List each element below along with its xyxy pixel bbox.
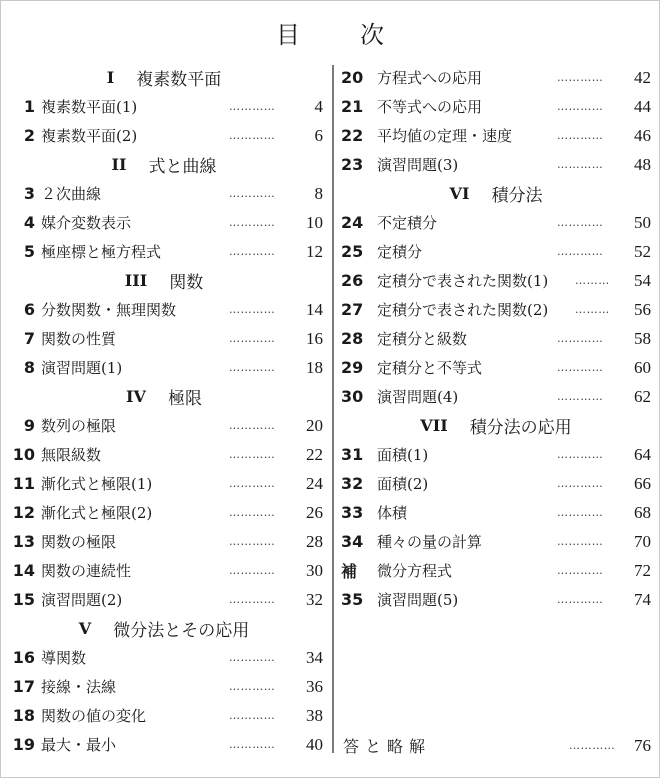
entry-number: 5 bbox=[23, 242, 35, 261]
entry-label: 関数の性質 bbox=[41, 330, 117, 348]
page-number: 48 bbox=[634, 154, 651, 174]
leader-dots: ………… bbox=[557, 390, 604, 403]
toc-entry[interactable] bbox=[337, 353, 655, 382]
entry-number: 35 bbox=[341, 590, 364, 609]
entry-label: 関数の極限 bbox=[41, 533, 117, 551]
page-number: 38 bbox=[306, 705, 323, 725]
leader-dots: ………… bbox=[229, 448, 276, 461]
entry-number: 16 bbox=[12, 648, 35, 667]
leader-dots: ………… bbox=[229, 187, 276, 200]
leader-dots: ………… bbox=[229, 332, 276, 345]
page-number: 26 bbox=[306, 502, 323, 522]
page-number: 34 bbox=[306, 647, 323, 667]
entry-number: 1 bbox=[23, 97, 35, 116]
toc-entry[interactable] bbox=[337, 585, 655, 614]
page-number: 18 bbox=[306, 357, 323, 377]
chapter-roman-numeral: VI bbox=[449, 184, 470, 203]
toc-entry[interactable] bbox=[337, 266, 655, 295]
entry-label: 接線・法線 bbox=[41, 678, 117, 696]
toc-entry[interactable] bbox=[1, 208, 327, 237]
page-number: 66 bbox=[634, 473, 651, 493]
entry-number: 12 bbox=[12, 503, 35, 522]
entry-number: 25 bbox=[341, 242, 364, 261]
page-number: 58 bbox=[634, 328, 651, 348]
toc-entry[interactable] bbox=[337, 469, 655, 498]
chapter-title: 関数 bbox=[169, 273, 204, 293]
column-divider bbox=[332, 65, 334, 753]
toc-entry[interactable] bbox=[1, 585, 327, 614]
leader-dots: ………… bbox=[557, 158, 604, 171]
toc-entry[interactable] bbox=[337, 527, 655, 556]
page-number: 62 bbox=[634, 386, 651, 406]
leader-dots: ………… bbox=[557, 506, 604, 519]
entry-number: 23 bbox=[341, 155, 364, 174]
entry-number: 補 bbox=[341, 562, 358, 581]
toc-entry[interactable] bbox=[337, 295, 655, 324]
toc-entry[interactable] bbox=[337, 92, 655, 121]
entry-label: 面積(1) bbox=[377, 446, 429, 464]
entry-label: 方程式への応用 bbox=[377, 69, 483, 87]
page-number: 50 bbox=[634, 212, 651, 232]
entry-label: 漸化式と極限(2) bbox=[41, 504, 153, 522]
entry-label: 演習問題(2) bbox=[41, 591, 123, 609]
toc-entry[interactable] bbox=[337, 63, 655, 92]
leader-dots: ………… bbox=[229, 477, 276, 490]
page-number: 64 bbox=[634, 444, 651, 464]
entry-number: 11 bbox=[12, 474, 35, 493]
page-number: 72 bbox=[634, 560, 651, 580]
toc-entry[interactable] bbox=[337, 208, 655, 237]
entry-number: 31 bbox=[341, 445, 364, 464]
toc-entry[interactable] bbox=[1, 672, 327, 701]
title-char-2: 次 bbox=[360, 21, 384, 49]
toc-entry-answers[interactable] bbox=[343, 731, 655, 760]
entry-label: 関数の連続性 bbox=[41, 562, 132, 580]
entry-label: 演習問題(3) bbox=[377, 156, 459, 174]
page-number: 20 bbox=[306, 415, 323, 435]
toc-entry[interactable] bbox=[337, 382, 655, 411]
entry-label: 演習問題(5) bbox=[377, 591, 459, 609]
entry-number: 28 bbox=[341, 329, 364, 348]
leader-dots: ……… bbox=[575, 274, 610, 287]
page-number: 40 bbox=[306, 734, 323, 754]
entry-label: 体積 bbox=[377, 504, 408, 522]
chapter-roman-numeral: IV bbox=[126, 387, 146, 406]
entry-label: 漸化式と極限(1) bbox=[41, 475, 153, 493]
leader-dots: ……… bbox=[575, 303, 610, 316]
entry-number: 29 bbox=[341, 358, 364, 377]
entry-label: 不等式への応用 bbox=[377, 98, 483, 116]
entry-number: 19 bbox=[12, 735, 35, 754]
chapter-title: 極限 bbox=[167, 389, 202, 409]
leader-dots: ………… bbox=[229, 651, 276, 664]
page-number: 10 bbox=[306, 212, 323, 232]
page-number: 30 bbox=[306, 560, 323, 580]
leader-dots: ………… bbox=[557, 477, 604, 490]
chapter-title: 積分法の応用 bbox=[469, 418, 572, 438]
entry-label: 演習問題(1) bbox=[41, 359, 123, 377]
entry-label: 定積分で表された関数(2) bbox=[377, 301, 549, 319]
chapter-heading bbox=[1, 63, 327, 92]
page-number: 46 bbox=[634, 125, 651, 145]
toc-entry[interactable] bbox=[1, 440, 327, 469]
entry-number: 13 bbox=[12, 532, 35, 551]
entry-label: 平均値の定理・速度 bbox=[377, 127, 513, 145]
page-number: 36 bbox=[306, 676, 323, 696]
chapter-heading bbox=[337, 411, 655, 440]
page-number: 44 bbox=[634, 96, 651, 116]
toc-entry[interactable] bbox=[1, 730, 327, 759]
leader-dots: ………… bbox=[557, 71, 604, 84]
entry-number: 15 bbox=[12, 590, 35, 609]
leader-dots: ………… bbox=[229, 738, 276, 751]
toc-entry[interactable] bbox=[337, 498, 655, 527]
entry-number: 34 bbox=[341, 532, 364, 551]
entry-number: 2 bbox=[23, 126, 35, 145]
page-number: 52 bbox=[634, 241, 651, 261]
entry-label: 定積分 bbox=[377, 243, 423, 261]
page-number: 16 bbox=[306, 328, 323, 348]
entry-number: 22 bbox=[341, 126, 364, 145]
leader-dots: ………… bbox=[557, 593, 604, 606]
page-title bbox=[1, 15, 659, 50]
page-number: 14 bbox=[306, 299, 323, 319]
page-number: 32 bbox=[306, 589, 323, 609]
right-column bbox=[337, 63, 655, 614]
chapter-title: 複素数平面 bbox=[136, 70, 222, 90]
entry-label: 複素数平面(1) bbox=[41, 98, 138, 116]
leader-dots: ………… bbox=[229, 506, 276, 519]
entry-number: 18 bbox=[12, 706, 35, 725]
leader-dots: ………… bbox=[557, 564, 604, 577]
page-number: 54 bbox=[634, 270, 651, 290]
leader-dots: ………… bbox=[229, 593, 276, 606]
page-number: 4 bbox=[314, 96, 323, 116]
entry-label: 分数関数・無理関数 bbox=[41, 301, 177, 319]
entry-label: ２次曲線 bbox=[41, 185, 102, 203]
page-number: 12 bbox=[306, 241, 323, 261]
entry-number: 21 bbox=[341, 97, 364, 116]
title-char-1: 目 bbox=[276, 21, 300, 49]
entry-label: 関数の値の変化 bbox=[41, 707, 147, 725]
leader-dots: ………… bbox=[557, 216, 604, 229]
toc-entry[interactable] bbox=[1, 469, 327, 498]
leader-dots: ………… bbox=[557, 448, 604, 461]
chapter-heading bbox=[1, 614, 327, 643]
entry-number: 20 bbox=[341, 68, 364, 87]
leader-dots: ………… bbox=[229, 419, 276, 432]
chapter-roman-numeral: III bbox=[124, 271, 148, 290]
toc-entry[interactable] bbox=[337, 440, 655, 469]
entry-number: 6 bbox=[23, 300, 35, 319]
entry-label: 極座標と極方程式 bbox=[41, 243, 162, 261]
chapter-heading bbox=[1, 382, 327, 411]
entry-label: 複素数平面(2) bbox=[41, 127, 138, 145]
chapter-roman-numeral: V bbox=[78, 619, 92, 638]
toc-entry[interactable] bbox=[1, 295, 327, 324]
entry-number: 3 bbox=[23, 184, 35, 203]
toc-entry[interactable] bbox=[1, 121, 327, 150]
page-number: 6 bbox=[314, 125, 323, 145]
entry-number: 9 bbox=[23, 416, 35, 435]
page-number: 74 bbox=[634, 589, 651, 609]
toc-entry[interactable] bbox=[1, 324, 327, 353]
chapter-roman-numeral: VII bbox=[420, 416, 448, 435]
entry-label: 定積分と不等式 bbox=[377, 359, 483, 377]
entry-label: 最大・最小 bbox=[41, 736, 117, 754]
page-number: 60 bbox=[634, 357, 651, 377]
left-column bbox=[1, 63, 327, 759]
leader-dots: ………… bbox=[229, 564, 276, 577]
page-number: 70 bbox=[634, 531, 651, 551]
toc-entry[interactable] bbox=[337, 237, 655, 266]
chapter-roman-numeral: I bbox=[106, 68, 115, 87]
leader-dots: ………… bbox=[229, 709, 276, 722]
page-number: 24 bbox=[306, 473, 323, 493]
toc-entry[interactable] bbox=[337, 150, 655, 179]
entry-label: 答と略解 bbox=[343, 737, 432, 756]
entry-label: 面積(2) bbox=[377, 475, 429, 493]
toc-entry[interactable] bbox=[1, 643, 327, 672]
leader-dots: ………… bbox=[229, 535, 276, 548]
chapter-heading bbox=[337, 179, 655, 208]
entry-label: 微分方程式 bbox=[377, 562, 453, 580]
chapter-title: 微分法とその応用 bbox=[113, 621, 250, 641]
entry-number: 14 bbox=[12, 561, 35, 580]
leader-dots: ………… bbox=[229, 361, 276, 374]
toc-entry[interactable] bbox=[1, 237, 327, 266]
toc-entry[interactable] bbox=[1, 179, 327, 208]
page-number: 76 bbox=[634, 735, 651, 755]
leader-dots: ………… bbox=[229, 680, 276, 693]
entry-number: 17 bbox=[12, 677, 35, 696]
leader-dots: ………… bbox=[229, 303, 276, 316]
leader-dots: ………… bbox=[229, 100, 276, 113]
leader-dots: ………… bbox=[557, 535, 604, 548]
chapter-heading bbox=[1, 150, 327, 179]
entry-number: 8 bbox=[23, 358, 35, 377]
entry-number: 30 bbox=[341, 387, 364, 406]
entry-label: 不定積分 bbox=[377, 214, 438, 232]
leader-dots: ………… bbox=[557, 332, 604, 345]
page-number: 68 bbox=[634, 502, 651, 522]
toc-entry[interactable] bbox=[337, 121, 655, 150]
page-number: 42 bbox=[634, 67, 651, 87]
leader-dots: ………… bbox=[557, 361, 604, 374]
page-number: 8 bbox=[314, 183, 323, 203]
leader-dots: ………… bbox=[229, 216, 276, 229]
entry-number: 26 bbox=[341, 271, 364, 290]
entry-label: 種々の量の計算 bbox=[377, 533, 483, 551]
entry-number: 4 bbox=[23, 213, 35, 232]
entry-number: 33 bbox=[341, 503, 364, 522]
entry-label: 媒介変数表示 bbox=[41, 214, 132, 232]
leader-dots: ………… bbox=[229, 245, 276, 258]
toc-entry[interactable] bbox=[1, 701, 327, 730]
leader-dots: ………… bbox=[557, 245, 604, 258]
chapter-roman-numeral: II bbox=[111, 155, 127, 174]
entry-label: 数列の極限 bbox=[41, 417, 117, 435]
entry-label: 定積分と級数 bbox=[377, 330, 468, 348]
chapter-title: 積分法 bbox=[491, 186, 543, 206]
toc-entry[interactable] bbox=[1, 353, 327, 382]
toc-entry[interactable] bbox=[337, 324, 655, 353]
entry-number: 10 bbox=[12, 445, 35, 464]
toc-entry[interactable] bbox=[1, 92, 327, 121]
toc-entry[interactable] bbox=[1, 527, 327, 556]
page-number: 28 bbox=[306, 531, 323, 551]
entry-label: 導関数 bbox=[41, 649, 87, 667]
entry-label: 無限級数 bbox=[41, 446, 102, 464]
entry-number: 27 bbox=[341, 300, 364, 319]
entry-number: 24 bbox=[341, 213, 364, 232]
toc-entry[interactable] bbox=[1, 411, 327, 440]
toc-entry[interactable] bbox=[1, 498, 327, 527]
leader-dots: ………… bbox=[569, 739, 616, 752]
entry-number: 7 bbox=[23, 329, 35, 348]
page-number: 22 bbox=[306, 444, 323, 464]
toc-entry[interactable] bbox=[337, 556, 655, 585]
page-number: 56 bbox=[634, 299, 651, 319]
chapter-title: 式と曲線 bbox=[148, 157, 217, 177]
leader-dots: ………… bbox=[557, 129, 604, 142]
entry-label: 定積分で表された関数(1) bbox=[377, 272, 549, 290]
entry-number: 32 bbox=[341, 474, 364, 493]
chapter-heading bbox=[1, 266, 327, 295]
toc-entry[interactable] bbox=[1, 556, 327, 585]
entry-label: 演習問題(4) bbox=[377, 388, 459, 406]
leader-dots: ………… bbox=[229, 129, 276, 142]
leader-dots: ………… bbox=[557, 100, 604, 113]
